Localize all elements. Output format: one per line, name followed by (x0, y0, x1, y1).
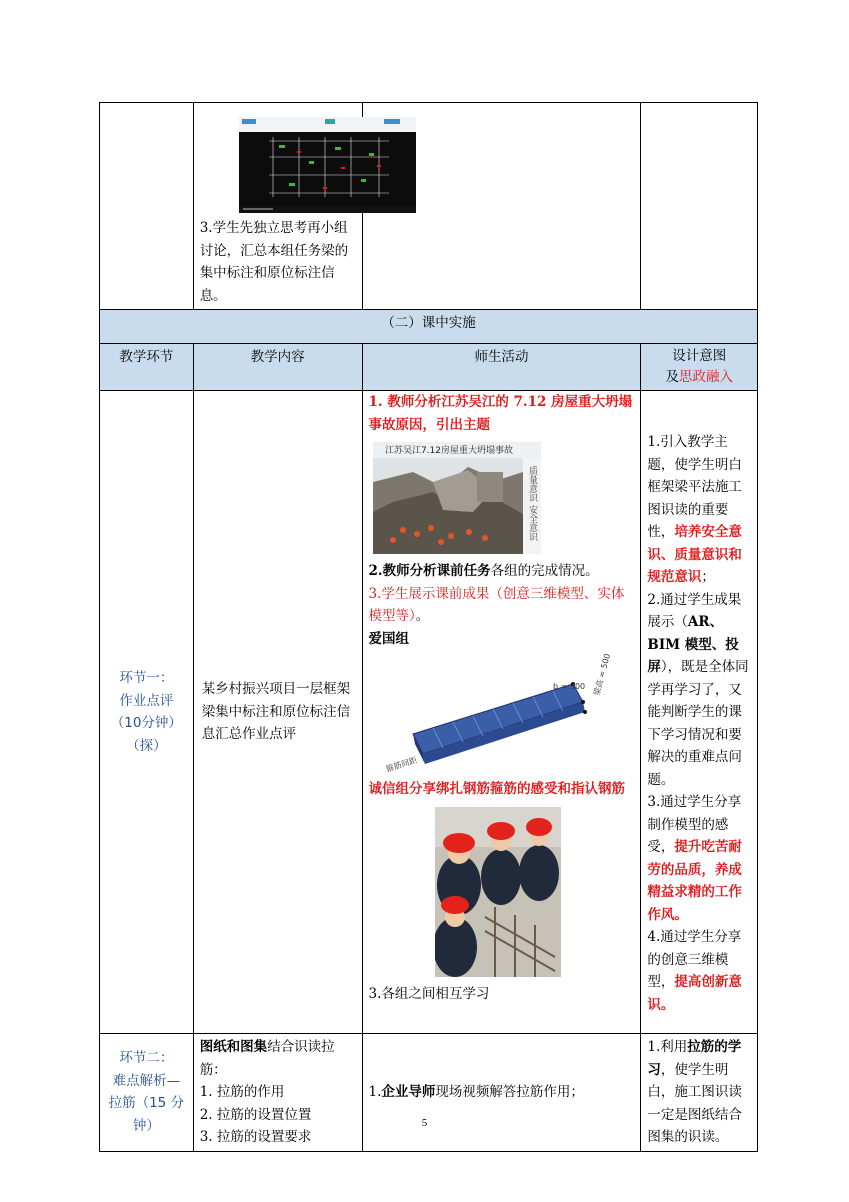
intent-2-text-b: ），既是全体同学再学习了，又能判断学生的课下学习情况和要解决的重难点问题。 (647, 659, 749, 788)
intent-1-red: 培养安全意识、质量意识和规范意识 (647, 524, 742, 585)
cell-pre-class-activity (193, 103, 362, 310)
beam-model-figure (373, 654, 613, 776)
section-title: （二）课中实施 (100, 310, 758, 344)
stage2-intent (641, 1034, 758, 1152)
stage1-activity-2 (369, 560, 635, 583)
intent-2-text-a: 2.通过学生成果展示（ (647, 591, 742, 630)
table-row-continuation (100, 103, 758, 310)
list-item: 1. 拉筋的作用 (199, 1084, 285, 1100)
stage2-intent-b: ，使学生明白，施工图识读一定是图纸结合图集的识读。 (647, 1061, 742, 1145)
intent-3-red: 提升吃苦耐劳的品质，养成精益求精的工作作风。 (647, 839, 742, 923)
cad-drawing-image (239, 117, 416, 213)
group-chengxin-share: 诚信组分享绑扎钢筋箍筋的感受和指认钢筋 (368, 781, 626, 797)
header-intent-line2 (647, 367, 751, 388)
intent-4-red: 提高创新意识。 (647, 974, 742, 1013)
intent-3-text: 3.通过学生分享制作模型的感受， (647, 794, 742, 855)
header-intent-line1: 设计意图 (672, 348, 727, 364)
pre-class-step-3: 3.学生先独立思考再小组讨论，汇总本组任务梁的集中标注和原位标注信息。 (199, 220, 349, 304)
stage2-content-bold: 图纸和图集 (199, 1039, 268, 1055)
stage2-activity-prefix: 1. (368, 1084, 382, 1100)
intent-point-2 (647, 589, 751, 792)
stage2-item-list (200, 1081, 356, 1149)
intent-1-text: 1.引入教学主题，使学生明白框架梁平法施工图识读的重要性， (647, 434, 742, 540)
intent-4-text: 4.通过学生分享的创意三维模型， (647, 929, 742, 990)
stage1-activity-3 (369, 583, 635, 628)
beam-label-b: b = 300 (552, 682, 585, 691)
stage2-content (193, 1034, 362, 1152)
intent-point-3 (647, 791, 751, 926)
beam-label-spacing: 箍筋间距 (384, 755, 418, 774)
rebar-photo (435, 807, 561, 977)
header-row (100, 344, 758, 391)
stage1-activity-2-rest: 各组的完成情况。 (490, 563, 599, 579)
collapse-photo-side-text: 质量意识 安全意识 (526, 466, 537, 541)
header-stage: 教学环节 (100, 344, 194, 391)
header-activities: 师生活动 (362, 344, 641, 391)
header-content: 教学内容 (193, 344, 362, 391)
intent-1-end: ； (701, 569, 715, 585)
header-intent-prefix: 及 (665, 369, 679, 385)
stage1-activity-3-suffix: 。 (415, 608, 430, 624)
stage2-content-rest: 结合识读拉筋： (199, 1039, 335, 1078)
lesson-plan-table (99, 102, 758, 1152)
list-item: 3. 拉筋的设置要求 (199, 1129, 312, 1145)
beam-model-image (373, 654, 613, 776)
stage1-activity-2-bold: 2.教师分析课前任务 (368, 563, 491, 579)
table-row-stage1 (100, 391, 758, 1034)
list-item: 2. 拉筋的设置位置 (199, 1106, 312, 1123)
cell-empty (100, 103, 194, 310)
stage1-content: 某乡村振兴项目一层框架梁集中标注和原位标注信息汇总作业点评 (193, 391, 362, 1034)
collapse-photo-caption: 江苏吴江7.12房屋重大坍塌事故 (384, 446, 513, 456)
stage1-name (100, 391, 194, 1034)
drawing-screenshot (239, 117, 416, 213)
stage2-activity-bold: 企业导师 (381, 1084, 436, 1100)
collapse-photo-image (373, 442, 541, 554)
group-aiguo-label: 爱国组 (368, 630, 410, 647)
table-row-stage2 (100, 1034, 758, 1152)
header-intent-red: 思政融入 (678, 369, 733, 385)
stage1-name-line3: （探） (126, 737, 167, 754)
intent-point-1 (647, 431, 751, 589)
stage1-activity-3-prefix: 3. (368, 585, 382, 602)
stage2-intent-bold: 拉筋的学习 (647, 1039, 742, 1078)
header-intent (641, 344, 758, 391)
rebar-photo-image (435, 807, 561, 977)
page-number: 5 (421, 1117, 428, 1129)
cell-empty (641, 103, 758, 310)
stage1-activity-4: 3.各组之间相互学习 (368, 985, 490, 1002)
beam-label-h: 梁高 = 500 (591, 654, 612, 697)
stage1-name-line1: 环节一： (119, 670, 174, 686)
stage2-activities (362, 1034, 641, 1152)
stage1-name-line2: 作业点评（10分钟） (110, 692, 182, 731)
stage2-intent-a: 1.利用 (647, 1039, 688, 1055)
stage1-activity-1: 1. 教师分析江苏吴江的 7.12 房屋重大坍塌事故原因，引出主题 (368, 394, 633, 433)
stage2-name (100, 1034, 194, 1152)
stage2-name-line1: 环节二： (119, 1050, 174, 1067)
section-row (100, 310, 758, 344)
stage2-activity-rest: 现场视频解答拉筋作用； (435, 1084, 584, 1100)
stage1-intent (641, 391, 758, 1034)
intent-point-4 (647, 926, 751, 1016)
stage2-name-line2: 难点解析—拉筋（15 分钟） (108, 1072, 185, 1134)
stage2-content-intro (200, 1036, 356, 1081)
stage1-activity-3-red: 学生展示课前成果（创意三维模型、实体模型等） (368, 585, 625, 624)
collapse-photo (373, 442, 541, 554)
intent-2-bold: AR、BIM 模型、投屏 (647, 614, 739, 675)
stage1-activities (362, 391, 641, 1034)
